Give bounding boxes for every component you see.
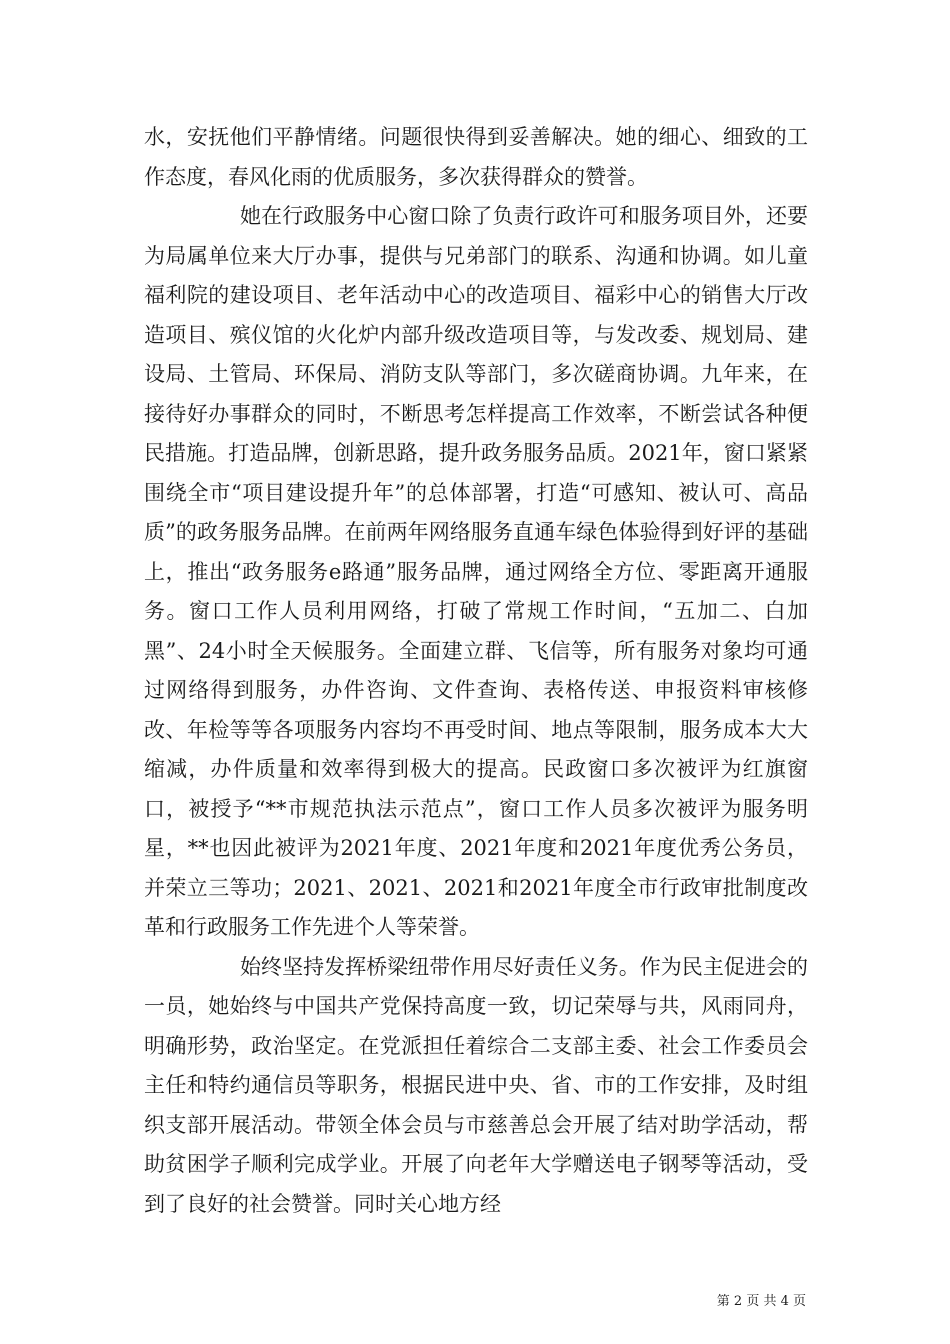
paragraph-bridge-role: 始终坚持发挥桥梁纽带作用尽好责任义务。作为民主促进会的一员，她始终与中国共产党保持高度一致，切记荣辱与共，风雨同舟，明确形势，政治坚定。在党派担任着综合二支部主委、社会工作委员会主任和特约通信员等职务，根据民进中央、省、市的工作安排，及时组织支部开展活动。带领全体会员与市慈善总会开展了结对助学活动，帮助贫困学子顺利完成学业。开展了向老年大学赠送电子钢琴等活动，受到了良好的社会赞誉。同时关心地方经 xyxy=(144,954,808,1216)
paragraph-service-center: 她在行政服务中心窗口除了负责行政许可和服务项目外，还要为局属单位来大厅办事，提供与兄弟部门的联系、沟通和协调。如儿童福利院的建设项目、老年活动中心的改造项目、福彩中心的销售大厅改造项目、殡仪馆的火化炉内部升级改造项目等，与发改委、规划局、建设局、土管局、环保局、消防支队等部门，多次磋商协调。九年来，在接待好办事群众的同时，不断思考怎样提高工作效率，不断尝试各种便民措施。打造品牌，创新思路，提升政务服务品质。2021年，窗口紧紧围绕全市“项目建设提升年”的总体部署，打造“可感知、被认可、高品质”的政务服务品牌。在前两年网络服务直通车绿色体验得到好评的基础上，推出“政务服务e路通”服务品牌，通过网络全方位、零距离开通服务。窗口工作人员利用网络，打破了常规工作时间，“五加二、白加黑”、24小时全天候服务。全面建立群、飞信等，所有服务对象均可通过网络得到服务，办件咨询、文件查询、表格传送、申报资料审核修改、年检等等各项服务内容均不再受时间、地点等限制，服务成本大大缩减，办件质量和效率得到极大的提高。民政窗口多次被评为红旗窗口，被授予“**市规范执法示范点”，窗口工作人员多次被评为服务明星，**也因此被评为2021年度、2021年度和2021年度优秀公务员，并荣立三等功；2021、2021、2021和2021年度全市行政审批制度改革和行政服务工作先进个人等荣誉。 xyxy=(144,204,808,939)
page-number-footer: 第 2 页 共 4 页 xyxy=(716,1294,806,1309)
document-body xyxy=(144,118,808,1224)
paragraph-continued: 水，安抚他们平静情绪。问题很快得到妥善解决。她的细心、细致的工作态度，春风化雨的优质服务，多次获得群众的赞誉。 xyxy=(144,125,808,189)
